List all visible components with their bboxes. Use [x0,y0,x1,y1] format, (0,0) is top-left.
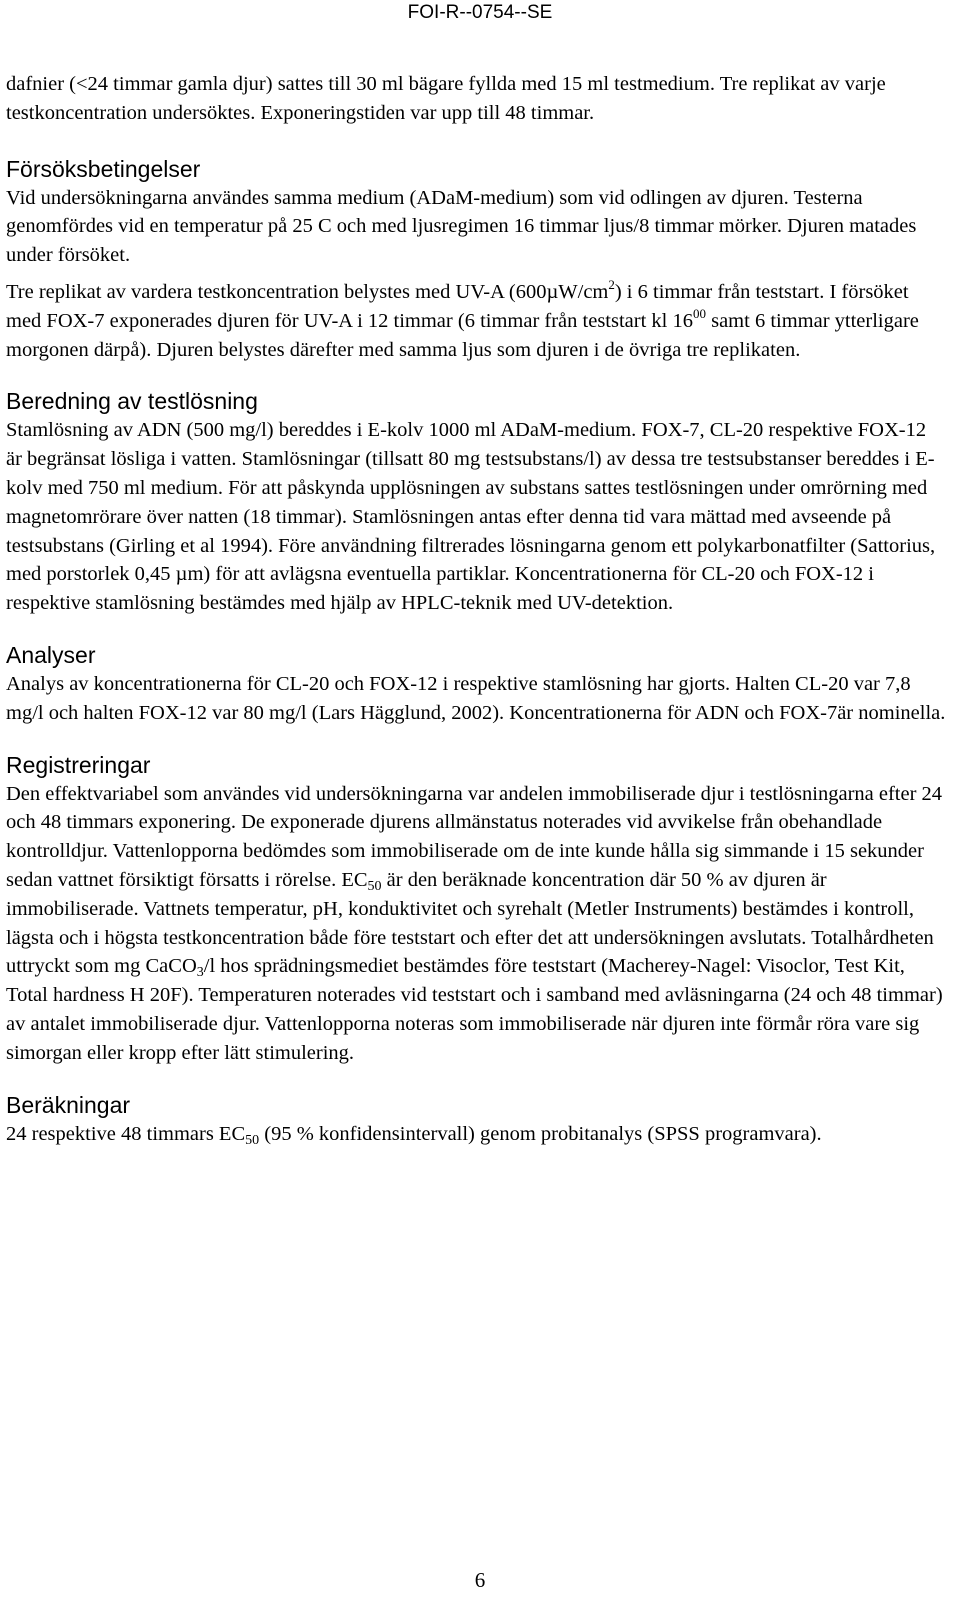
subscript-ec50: 50 [367,878,382,894]
registreringar-paragraph [6,780,946,1068]
document-id-header: FOI-R--0754--SE [407,2,553,23]
subscript-caco3: 3 [196,965,204,981]
subscript-ec50-berakningar: 50 [245,1132,260,1148]
section-registreringar [6,750,946,1068]
section-heading-registreringar: Registreringar [6,751,151,778]
berakningar-text-1: 24 respektive 48 timmars EC [6,1122,246,1145]
superscript-minutes: 00 [692,305,706,321]
section-heading-beredning: Beredning av testlösning [6,388,258,415]
uv-a-text-1: Tre replikat av vardera testkoncentration belystes med UV-A (600µW/cm [6,280,609,303]
uv-a-text-3: samt 6 timmar ytterligare morgonen därpå). Djuren belystes därefter med samma ljus som djuren i de övriga tre replikaten. [6,309,919,361]
section-beredning [6,386,946,618]
page-number: 6 [474,1568,486,1592]
section-heading-forsoksbetingelser: Försöksbetingelser [6,155,201,182]
uv-a-text-2: ) i 6 timmar från teststart. I försöket med FOX-7 exponerades djuren för UV-A i 12 timmar (6 timmar från teststart kl 16 [6,280,909,332]
registreringar-text-2: är den beräknade koncentration där 50 % av djuren är immobiliserade. Vattnets temperatur, pH, konduktivitet och syrehalt (Metler Instruments) bestämdes i kontroll, lägsta och i högsta testkoncentration både före teststart och efter det att undersökningen avslutats. Totalhårdheten uttryckt som mg CaCO [6,868,934,978]
document-body [6,70,946,1148]
registreringar-text-3: /l hos sprädningsmediet bestämdes före teststart (Macherey-Nagel: Visoclor, Test Kit, Total hardness H 20F). Temperaturen noterades vid teststart och i samband med avläsningarna (24 och 48 timmar) av antalet immobiliserade djur. Vattenlopporna noteras som immobiliserade när djuren inte förmår röra vare sig simorgan eller kropp efter lätt stimulering. [6,955,943,1064]
section-heading-berakningar: Beräkningar [6,1091,131,1118]
section-berakningar [6,1090,946,1149]
berakningar-paragraph [6,1120,946,1149]
beredning-paragraph: Stamlösning av ADN (500 mg/l) bereddes i E-kolv 1000 ml ADaM-medium. FOX-7, CL-20 respektive FOX-12 är begränsat lösliga i vatten. Stamlösningar (tillsatt 80 mg testsubstans/l) av dessa tre testsubstanser bereddes i E-kolv med 750 ml medium. För att påskynda upplösningen av substans sattes testlösningen under omrörning med magnetomrörare över natten (18 timmar). Stamlösningen antas efter denna tid vara mättad med avseende på testsubstans (Girling et al 1994). Före användning filtrerades lösningarna genom ett polykarbonatfilter (Sattorius, med porstorlek 0,45 µm) för att avlägsna eventuella partiklar. Koncentrationerna för CL-20 och FOX-12 i respektive stamlösning bestämdes med hjälp av HPLC-teknik med UV-detektion. [6,419,936,615]
forsoksbetingelser-paragraph-2 [6,278,946,364]
analyser-paragraph: Analys av koncentrationerna för CL-20 och FOX-12 i respektive stamlösning har gjorts. Halten CL-20 var 7,8 mg/l och halten FOX-12 var 80 mg/l (Lars Hägglund, 2002). Koncentrationerna för ADN och FOX-7är nominella. [6,672,946,724]
intro-paragraph: dafnier (<24 timmar gamla djur) sattes till 30 ml bägare fyllda med 15 ml testmedium. Tre replikat av varje testkoncentration undersöktes. Exponeringstiden var upp till 48 timmar. [6,73,886,124]
section-analyser [6,640,946,728]
section-forsoksbetingelser [6,154,946,365]
superscript-squared: 2 [608,276,615,292]
registreringar-text-1: Den effektvariabel som användes vid undersökningarna var andelen immobiliserade djur i testlösningarna efter 24 och 48 timmars exponering. De exponerade djurens allmänstatus noterades vid avvikelse från obehandlade kontrolldjur. Vattenlopporna bedömdes som immobiliserade om de inte kunde hålla sig simmande i 15 sekunder sedan vattnet försiktigt försatts i rörelse. EC [6,782,943,891]
section-heading-analyser: Analyser [6,641,96,668]
berakningar-text-2: (95 % konfidensintervall) genom probitanalys (SPSS programvara). [259,1122,822,1145]
forsoksbetingelser-paragraph-1: Vid undersökningarna användes samma medium (ADaM-medium) som vid odlingen av djuren. Testerna genomfördes vid en temperatur på 25 C och med ljusregimen 16 timmar ljus/8 timmar mörker. Djuren matades under försöket. [6,186,917,267]
